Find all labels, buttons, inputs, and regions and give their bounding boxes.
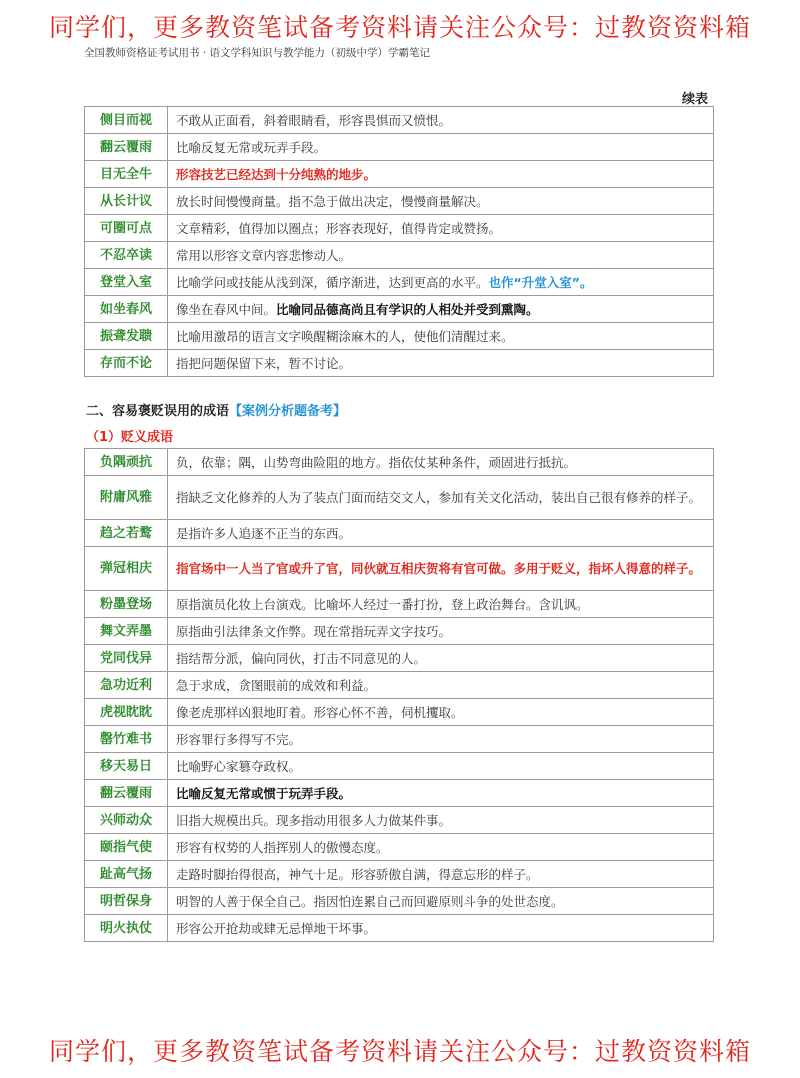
table-row bbox=[85, 476, 714, 520]
idiom-definition bbox=[168, 242, 714, 269]
section-tag: 【案例分析题备考】 bbox=[229, 404, 347, 419]
table-row bbox=[85, 753, 714, 780]
definition-text: 形容罪行多得写不完。 bbox=[176, 731, 302, 747]
table-row bbox=[85, 618, 714, 645]
definition-text: 形容有权势的人指挥别人的傲慢态度。 bbox=[176, 839, 389, 855]
definition-text: 常用以形容文章内容悲惨动人。 bbox=[176, 247, 352, 263]
idiom-definition bbox=[168, 618, 714, 645]
idiom-definition bbox=[168, 834, 714, 861]
table-row bbox=[85, 269, 714, 296]
promo-banner-bottom: 同学们，更多教资笔试备考资料请关注公众号：过教资资料箱 bbox=[48, 1037, 751, 1066]
idiom-term: 附庸风雅 bbox=[85, 476, 168, 520]
table-row bbox=[85, 107, 714, 134]
idiom-definition bbox=[168, 753, 714, 780]
definition-text: 放长时间慢慢商量。指不急于做出决定，慢慢商量解决。 bbox=[176, 193, 489, 209]
idiom-term: 兴师动众 bbox=[85, 807, 168, 834]
idiom-definition bbox=[168, 888, 714, 915]
idiom-term: 如坐春风 bbox=[85, 296, 168, 323]
definition-text: 明智的人善于保全自己。指因怕连累自己而回避原则斗争的处世态度。 bbox=[176, 893, 564, 909]
idiom-definition bbox=[168, 520, 714, 547]
idiom-definition bbox=[168, 861, 714, 888]
idiom-definition bbox=[168, 107, 714, 134]
definition-text: 指把问题保留下来，暂不讨论。 bbox=[176, 355, 352, 371]
table-row bbox=[85, 780, 714, 807]
idiom-definition bbox=[168, 350, 714, 377]
definition-text: 比喻反复无常或玩弄手段。 bbox=[176, 139, 327, 155]
table-row bbox=[85, 726, 714, 753]
idiom-term: 可圈可点 bbox=[85, 215, 168, 242]
idiom-term: 侧目而视 bbox=[85, 107, 168, 134]
definition-text: 形容技艺已经达到十分纯熟的地步。 bbox=[176, 166, 377, 182]
table-row bbox=[85, 699, 714, 726]
idiom-definition bbox=[168, 915, 714, 942]
table-row bbox=[85, 215, 714, 242]
table-row bbox=[85, 520, 714, 547]
idiom-term: 振聋发聩 bbox=[85, 323, 168, 350]
section-title-text: 二、容易褒贬误用的成语 bbox=[86, 404, 230, 419]
continued-label: 续表 bbox=[682, 92, 709, 107]
definition-text: 指官场中一人当了官或升了官，同伙就互相庆贺将有官可做。多用于贬义，指坏人得意的样子。 bbox=[176, 561, 702, 576]
table-row bbox=[85, 449, 714, 476]
table-row bbox=[85, 834, 714, 861]
table-row bbox=[85, 323, 714, 350]
definition-text: 像老虎那样凶狠地盯着。形容心怀不善，伺机攫取。 bbox=[176, 704, 464, 720]
definition-text: 不敢从正面看，斜着眼睛看，形容畏惧而又愤恨。 bbox=[176, 112, 452, 128]
table-row bbox=[85, 915, 714, 942]
definition-text: 比喻野心家篡夺政权。 bbox=[176, 758, 302, 774]
idiom-definition bbox=[168, 161, 714, 188]
idiom-term: 不忍卒读 bbox=[85, 242, 168, 269]
derogatory-idiom-table bbox=[84, 448, 714, 942]
definition-text: 也作“升堂入室”。 bbox=[488, 274, 593, 290]
idiom-term: 虎视眈眈 bbox=[85, 699, 168, 726]
table-row bbox=[85, 242, 714, 269]
idiom-definition bbox=[168, 780, 714, 807]
idiom-term: 移天易日 bbox=[85, 753, 168, 780]
definition-text: 指结帮分派，偏向同伙，打击不同意见的人。 bbox=[176, 650, 427, 666]
idiom-term: 翻云覆雨 bbox=[85, 780, 168, 807]
definition-text: 比喻反复无常或惯于玩弄手段。 bbox=[176, 785, 352, 801]
idiom-term: 目无全牛 bbox=[85, 161, 168, 188]
idiom-term: 党同伐异 bbox=[85, 645, 168, 672]
promo-banner-top: 同学们，更多教资笔试备考资料请关注公众号：过教资资料箱 bbox=[48, 13, 751, 42]
table-row bbox=[85, 547, 714, 591]
definition-text: 比喻同品德高尚且有学识的人相处并受到熏陶。 bbox=[276, 301, 539, 317]
definition-text: 原指曲引法律条文作弊。现在常指玩弄文字技巧。 bbox=[176, 623, 452, 639]
definition-text: 像坐在春风中间。 bbox=[176, 301, 277, 317]
idiom-definition bbox=[168, 645, 714, 672]
idiom-definition bbox=[168, 591, 714, 618]
idiom-definition bbox=[168, 476, 714, 520]
idiom-table-continued bbox=[84, 106, 714, 377]
idiom-definition bbox=[168, 699, 714, 726]
table-row bbox=[85, 672, 714, 699]
idiom-definition bbox=[168, 807, 714, 834]
idiom-definition bbox=[168, 672, 714, 699]
table-row bbox=[85, 134, 714, 161]
table-row bbox=[85, 350, 714, 377]
idiom-definition bbox=[168, 215, 714, 242]
idiom-term: 从长计议 bbox=[85, 188, 168, 215]
book-subtitle: 全国教师资格证考试用书 · 语文学科知识与教学能力（初级中学）学霸笔记 bbox=[84, 47, 431, 59]
table-row bbox=[85, 296, 714, 323]
table-row bbox=[85, 645, 714, 672]
section-title bbox=[86, 400, 346, 419]
idiom-term: 明哲保身 bbox=[85, 888, 168, 915]
table-row bbox=[85, 807, 714, 834]
definition-text: 文章精彩，值得加以圈点；形容表现好，值得肯定或赞扬。 bbox=[176, 220, 502, 236]
idiom-term: 负隅顽抗 bbox=[85, 449, 168, 476]
table-row bbox=[85, 161, 714, 188]
table-row bbox=[85, 888, 714, 915]
table-row bbox=[85, 861, 714, 888]
definition-text: 旧指大规模出兵。现多指动用很多人力做某件事。 bbox=[176, 812, 452, 828]
idiom-term: 趋之若鹜 bbox=[85, 520, 168, 547]
definition-text: 是指许多人追逐不正当的东西。 bbox=[176, 525, 352, 541]
idiom-term: 存而不论 bbox=[85, 350, 168, 377]
subsection-title: （1）贬义成语 bbox=[86, 430, 174, 445]
idiom-term: 急功近利 bbox=[85, 672, 168, 699]
idiom-definition bbox=[168, 547, 714, 591]
idiom-term: 粉墨登场 bbox=[85, 591, 168, 618]
idiom-definition bbox=[168, 449, 714, 476]
definition-text: 负，依靠；隅，山势弯曲险阻的地方。指依仗某种条件，顽固进行抵抗。 bbox=[176, 454, 577, 470]
idiom-term: 翻云覆雨 bbox=[85, 134, 168, 161]
idiom-term: 趾高气扬 bbox=[85, 861, 168, 888]
definition-text: 原指演员化妆上台演戏。比喻坏人经过一番打扮，登上政治舞台。含讥讽。 bbox=[176, 596, 589, 612]
idiom-definition bbox=[168, 726, 714, 753]
idiom-definition bbox=[168, 134, 714, 161]
idiom-definition bbox=[168, 296, 714, 323]
idiom-definition bbox=[168, 323, 714, 350]
idiom-term: 罄竹难书 bbox=[85, 726, 168, 753]
idiom-term: 登堂入室 bbox=[85, 269, 168, 296]
definition-text: 走路时脚抬得很高，神气十足。形容骄傲自满，得意忘形的样子。 bbox=[176, 866, 539, 882]
definition-text: 比喻用激昂的语言文字唤醒糊涂麻木的人，使他们清醒过来。 bbox=[176, 328, 514, 344]
idiom-definition bbox=[168, 269, 714, 296]
idiom-term: 明火执仗 bbox=[85, 915, 168, 942]
definition-text: 急于求成，贪图眼前的成效和利益。 bbox=[176, 677, 377, 693]
definition-text: 比喻学问或技能从浅到深，循序渐进，达到更高的水平。 bbox=[176, 274, 489, 290]
definition-text: 形容公开抢劫或肆无忌惮地干坏事。 bbox=[176, 920, 377, 936]
idiom-term: 弹冠相庆 bbox=[85, 547, 168, 591]
definition-text: 指缺乏文化修养的人为了装点门面而结交文人，参加有关文化活动，装出自己很有修养的样子。 bbox=[176, 490, 702, 505]
idiom-term: 颐指气使 bbox=[85, 834, 168, 861]
table-row bbox=[85, 188, 714, 215]
idiom-term: 舞文弄墨 bbox=[85, 618, 168, 645]
table-row bbox=[85, 591, 714, 618]
idiom-definition bbox=[168, 188, 714, 215]
